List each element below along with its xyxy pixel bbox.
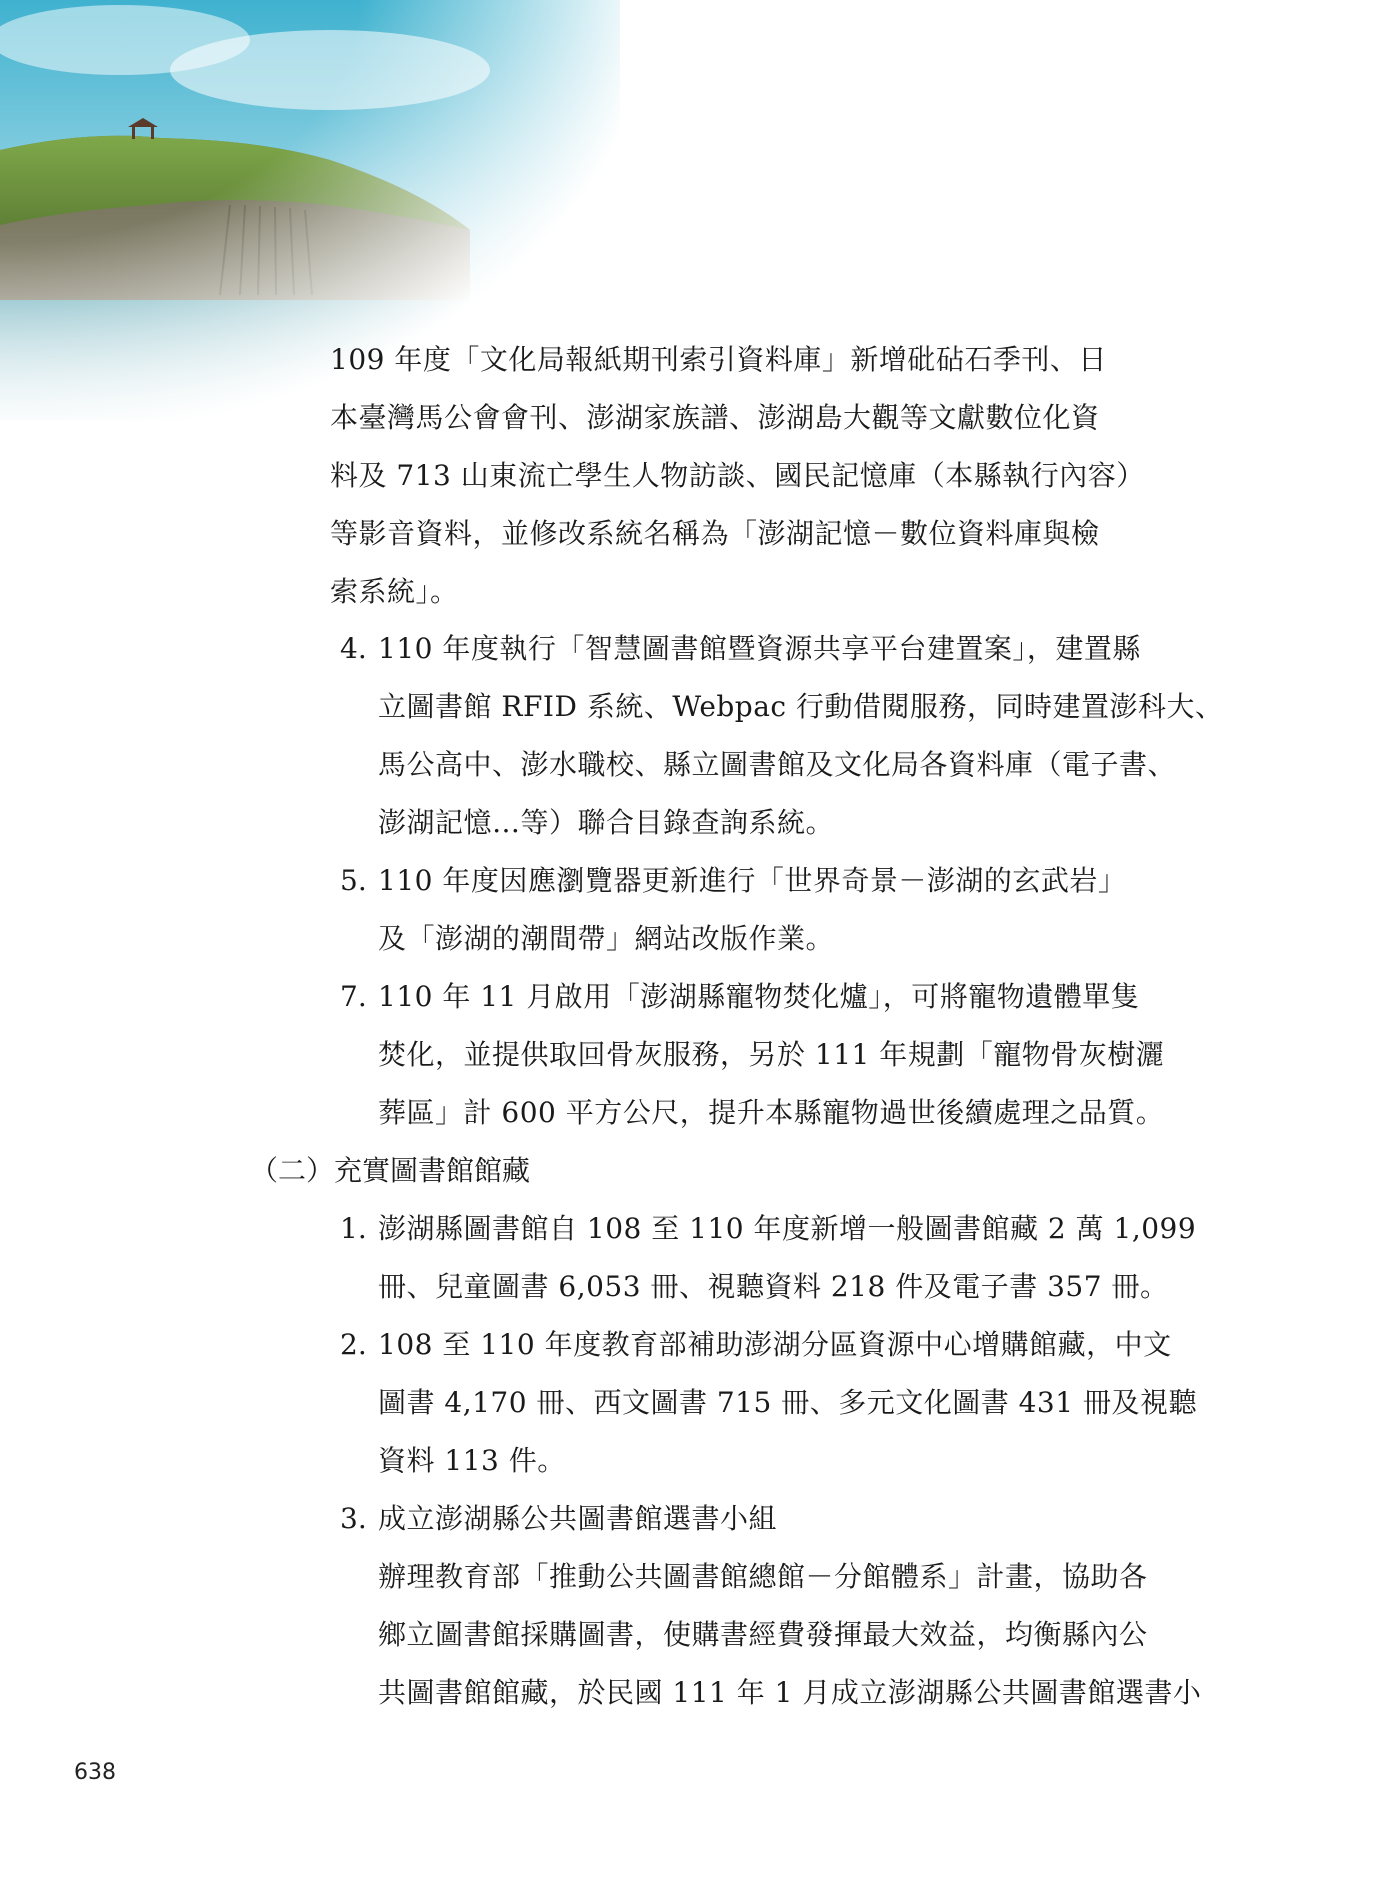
text-line: 等影音資料，並修改系統名稱為「澎湖記憶－數位資料庫與檢 [330,517,1100,550]
text-line: 澎湖縣圖書館自 108 至 110 年度新增一般圖書館藏 2 萬 1,099 [378,1212,1197,1245]
text-line: 110 年度因應瀏覽器更新進行「世界奇景－澎湖的玄武岩」 [378,864,1127,897]
item-number-2: 2. [340,1328,367,1361]
text-line: 葬區」計 600 平方公尺，提升本縣寵物過世後續處理之品質。 [378,1096,1165,1129]
text-line: 108 至 110 年度教育部補助澎湖分區資源中心增購館藏，中文 [378,1328,1172,1361]
text-line: 冊、兒童圖書 6,053 冊、視聽資料 218 件及電子書 357 冊。 [378,1270,1169,1303]
item-number-7: 7. [340,980,367,1013]
text-line: 圖書 4,170 冊、西文圖書 715 冊、多元文化圖書 431 冊及視聽 [378,1386,1197,1419]
text-line: 焚化，並提供取回骨灰服務，另於 111 年規劃「寵物骨灰樹灑 [378,1038,1165,1071]
page-number: 638 [74,1760,116,1785]
text-line: 及「澎湖的潮間帶」網站改版作業。 [378,922,835,955]
text-line: 辦理教育部「推動公共圖書館總館－分館體系」計畫，協助各 [378,1560,1148,1593]
text-line: 109 年度「文化局報紙期刊索引資料庫」新增砒砧石季刊、日 [330,343,1107,376]
text-line: 110 年度執行「智慧圖書館暨資源共享平台建置案」，建置縣 [378,632,1141,665]
item-4-paragraph [378,620,1248,852]
section2-item-1-paragraph [378,1200,1248,1316]
item-7-paragraph [378,968,1248,1142]
text-line: 成立澎湖縣公共圖書館選書小組 [378,1502,778,1535]
text-line: 共圖書館館藏，於民國 111 年 1 月成立澎湖縣公共圖書館選書小 [378,1676,1202,1709]
item-number-3: 3. [340,1502,367,1535]
item-number-4: 4. [340,632,367,665]
item-number-1: 1. [340,1212,367,1245]
section2-item-2-paragraph [378,1316,1248,1490]
text-line: 立圖書館 RFID 系統、Webpac 行動借閱服務，同時建置澎科大、 [378,690,1224,723]
text-line: 索系統」。 [330,575,459,608]
intro-paragraph [330,331,1250,621]
text-line: 本臺灣馬公會會刊、澎湖家族譜、澎湖島大觀等文獻數位化資 [330,401,1100,434]
text-line: 料及 713 山東流亡學生人物訪談、國民記憶庫（本縣執行內容） [330,459,1145,492]
text-line: 澎湖記憶…等）聯合目錄查詢系統。 [378,806,835,839]
text-line: 馬公高中、澎水職校、縣立圖書館及文化局各資料庫（電子書、 [378,748,1177,781]
section-heading: （二）充實圖書館館藏 [250,1154,531,1187]
text-line: 110 年 11 月啟用「澎湖縣寵物焚化爐」，可將寵物遺體單隻 [378,980,1140,1013]
item-number-5: 5. [340,864,367,897]
section2-item-3-paragraph [378,1490,1248,1722]
item-5-paragraph [378,852,1248,968]
text-line: 鄉立圖書館採購圖書，使購書經費發揮最大效益，均衡縣內公 [378,1618,1148,1651]
text-line: 資料 113 件。 [378,1444,566,1477]
